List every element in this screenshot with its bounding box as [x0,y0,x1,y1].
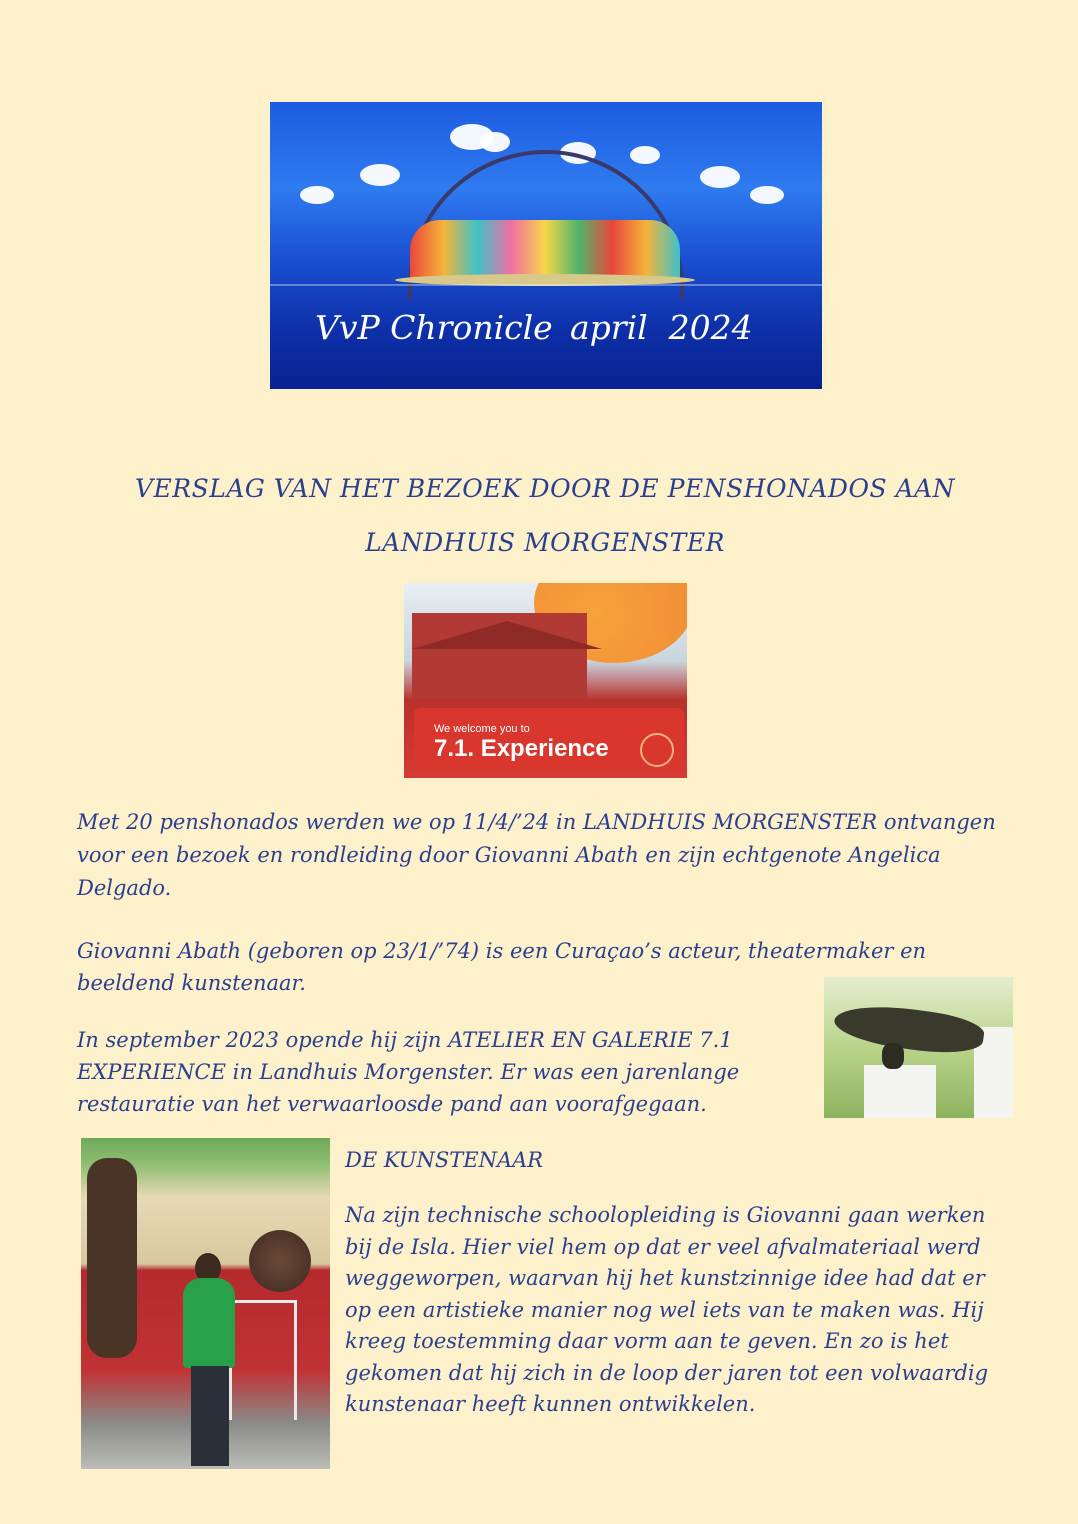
island-houses [410,220,680,280]
article-heading [100,462,990,570]
display-stand-shape [229,1300,297,1420]
article-heading-line2: LANDHUIS MORGENSTER [365,528,725,557]
paragraph-atelier: In september 2023 opende hij zijn ATELIER EN GALERIE 7.1 EXPERIENCE in Landhuis Morgenster. Er was een jarenlange restauratie van het verwaarloosde pand aan voorafgegaan. [77,1028,740,1116]
disc-sculpture-shape [249,1230,311,1292]
cloud-shape [750,186,784,204]
person-shirt-shape [183,1278,235,1368]
person-legs-shape [191,1366,229,1466]
sculpture-photo [824,977,1013,1118]
paragraph-visit: Met 20 penshonados werden we op 11/4/’24 in LANDHUIS MORGENSTER ontvangen voor een bezoek en rondleiding door Giovanni Abath en zijn echtgenote Angelica Delgado. [77,810,996,900]
cloud-shape [300,186,334,204]
cloud-shape [360,164,400,186]
cloud-shape [480,132,510,152]
experience-photo [404,583,687,778]
header-banner [270,102,822,389]
sculpture-base-shape [882,1043,904,1069]
bird-sculpture-shape [832,999,986,1059]
cloud-shape [630,146,660,164]
cloud-shape [700,166,740,188]
banner-date: april 2024 [570,308,753,347]
horizon-line [270,284,822,286]
house-shape [412,613,587,698]
welcome-sign-big-text: 7.1. Experience [434,735,609,762]
paragraph-artist: Na zijn technische schoolopleiding is Giovanni gaan werken bij de Isla. Hier viel hem op dat er veel afvalmateriaal werd weggeworpen, waarvan hij het kunstzinnige idee had dat er op een artistieke manier nog wel iets van te maken was. Hij kreeg toestemming daar vorm aan te geven. En zo is het gekomen dat hij zich in de loop der jaren tot een volwaardig kunstenaar heeft kunnen ontwikkelen. [345,1203,989,1416]
welcome-sign-small-text: We welcome you to [434,723,530,735]
pedestal-shape [864,1065,936,1118]
section-heading-artist: DE KUNSTENAAR [345,1148,544,1172]
paragraph-biography: Giovanni Abath (geboren op 23/1/’74) is een Curaçao’s acteur, theatermaker en beeldend kunstenaar. [77,939,927,995]
artist-photo [81,1138,330,1469]
article-heading-line1: VERSLAG VAN HET BEZOEK DOOR DE PENSHONADOS AAN [134,474,956,503]
logo-icon [640,733,674,767]
banner-title: VvP Chronicle [315,308,553,347]
sculpture-shape [87,1158,137,1358]
